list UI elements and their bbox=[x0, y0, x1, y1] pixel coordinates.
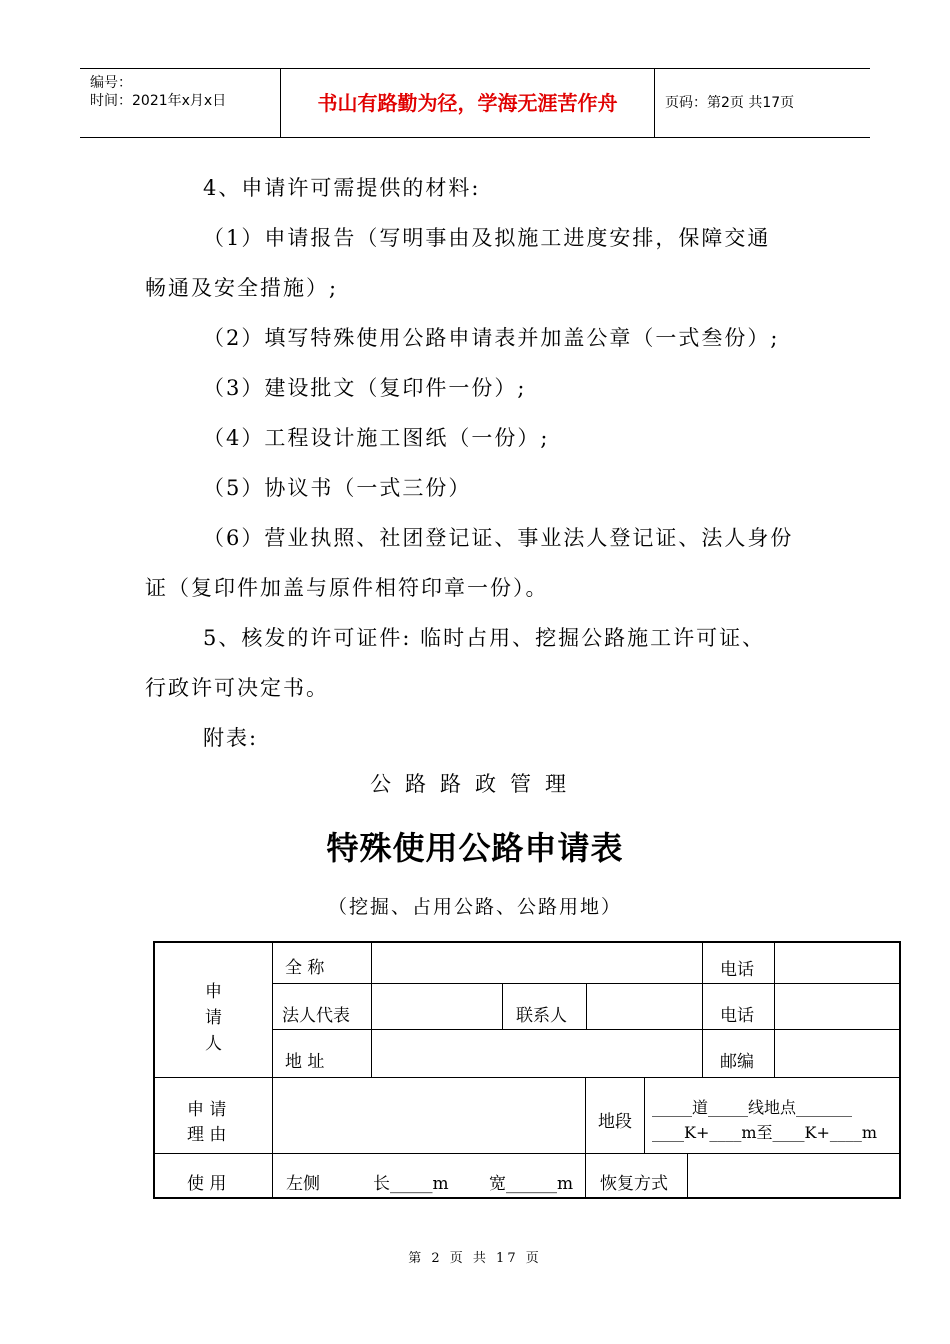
header-motto: 书山有路勤为径，学海无涯苦作舟 bbox=[280, 69, 655, 137]
address-label: 地 址 bbox=[285, 1052, 325, 1072]
item-2: （2）填写特殊使用公路申请表并加盖公章（一式叁份）; bbox=[203, 326, 780, 350]
phone-label-2: 电话 bbox=[720, 1006, 754, 1026]
col-divider bbox=[687, 1153, 688, 1199]
col-divider bbox=[702, 943, 703, 1077]
section-label: 地段 bbox=[598, 1112, 632, 1132]
col-divider bbox=[585, 1077, 586, 1199]
header-meta bbox=[80, 69, 280, 137]
number-label: 编号： bbox=[90, 75, 132, 91]
col-divider bbox=[774, 943, 775, 1077]
paragraph-5-line2: 行政许可决定书。 bbox=[145, 676, 329, 700]
col-divider bbox=[586, 983, 587, 1029]
section-line-2: ____K+____m至____K+____m bbox=[652, 1123, 878, 1142]
row-divider bbox=[272, 1029, 901, 1030]
restore-method-label: 恢复方式 bbox=[600, 1174, 668, 1194]
item-6-line2: 证（复印件加盖与原件相符印章一份）。 bbox=[145, 576, 549, 600]
page-header bbox=[80, 68, 870, 138]
paragraph-4: 4、申请许可需提供的材料: bbox=[203, 176, 481, 200]
applicant-char-3: 人 bbox=[205, 1034, 222, 1054]
reason-label-1: 申 请 bbox=[187, 1100, 227, 1120]
col-divider bbox=[502, 983, 503, 1029]
applicant-char-2: 请 bbox=[205, 1008, 222, 1028]
form-title-top: 公路路政管理 bbox=[370, 772, 580, 796]
reason-label-2: 理 由 bbox=[187, 1125, 227, 1145]
form-title-sub: （挖掘、占用公路、公路用地） bbox=[327, 896, 622, 918]
width-field: 宽______m bbox=[489, 1174, 574, 1194]
item-1-line1: （1）申请报告（写明事由及拟施工进度安排，保障交通 bbox=[203, 226, 771, 250]
col-divider bbox=[272, 943, 273, 1199]
attachment-label: 附表: bbox=[203, 726, 259, 750]
use-label: 使 用 bbox=[187, 1174, 227, 1194]
item-6-line1: （6）营业执照、社团登记证、事业法人登记证、法人身份 bbox=[203, 526, 794, 550]
item-4: （4）工程设计施工图纸（一份）; bbox=[203, 426, 550, 450]
phone-label-1: 电话 bbox=[720, 960, 754, 980]
paragraph-5-line1: 5、核发的许可证件: 临时占用、挖掘公路施工许可证、 bbox=[203, 626, 766, 650]
full-name-label: 全 称 bbox=[285, 958, 325, 978]
section-line-1: _____道_____线地点_______ bbox=[652, 1098, 853, 1117]
length-field: 长_____m bbox=[373, 1174, 449, 1194]
form-title-main: 特殊使用公路申请表 bbox=[326, 829, 624, 867]
postcode-label: 邮编 bbox=[720, 1052, 754, 1072]
header-page-info: 页码：第2页 共17页 bbox=[665, 95, 795, 111]
page-footer: 第 2 页 共 17 页 bbox=[408, 1251, 542, 1266]
time-label: 时间：2021年x月x日 bbox=[90, 93, 227, 109]
item-1-line2: 畅通及安全措施）; bbox=[145, 276, 339, 300]
item-5: （5）协议书（一式三份） bbox=[203, 476, 472, 500]
col-divider bbox=[644, 1077, 645, 1153]
col-divider bbox=[371, 943, 372, 1077]
applicant-char-1: 申 bbox=[205, 982, 222, 1002]
application-form-table bbox=[153, 941, 901, 1199]
item-3: （3）建设批文（复印件一份）; bbox=[203, 376, 527, 400]
left-side-label: 左侧 bbox=[286, 1174, 320, 1194]
contact-label: 联系人 bbox=[516, 1006, 567, 1026]
row-divider bbox=[155, 1153, 901, 1154]
legal-rep-label: 法人代表 bbox=[282, 1006, 350, 1026]
row-divider bbox=[155, 1077, 901, 1078]
